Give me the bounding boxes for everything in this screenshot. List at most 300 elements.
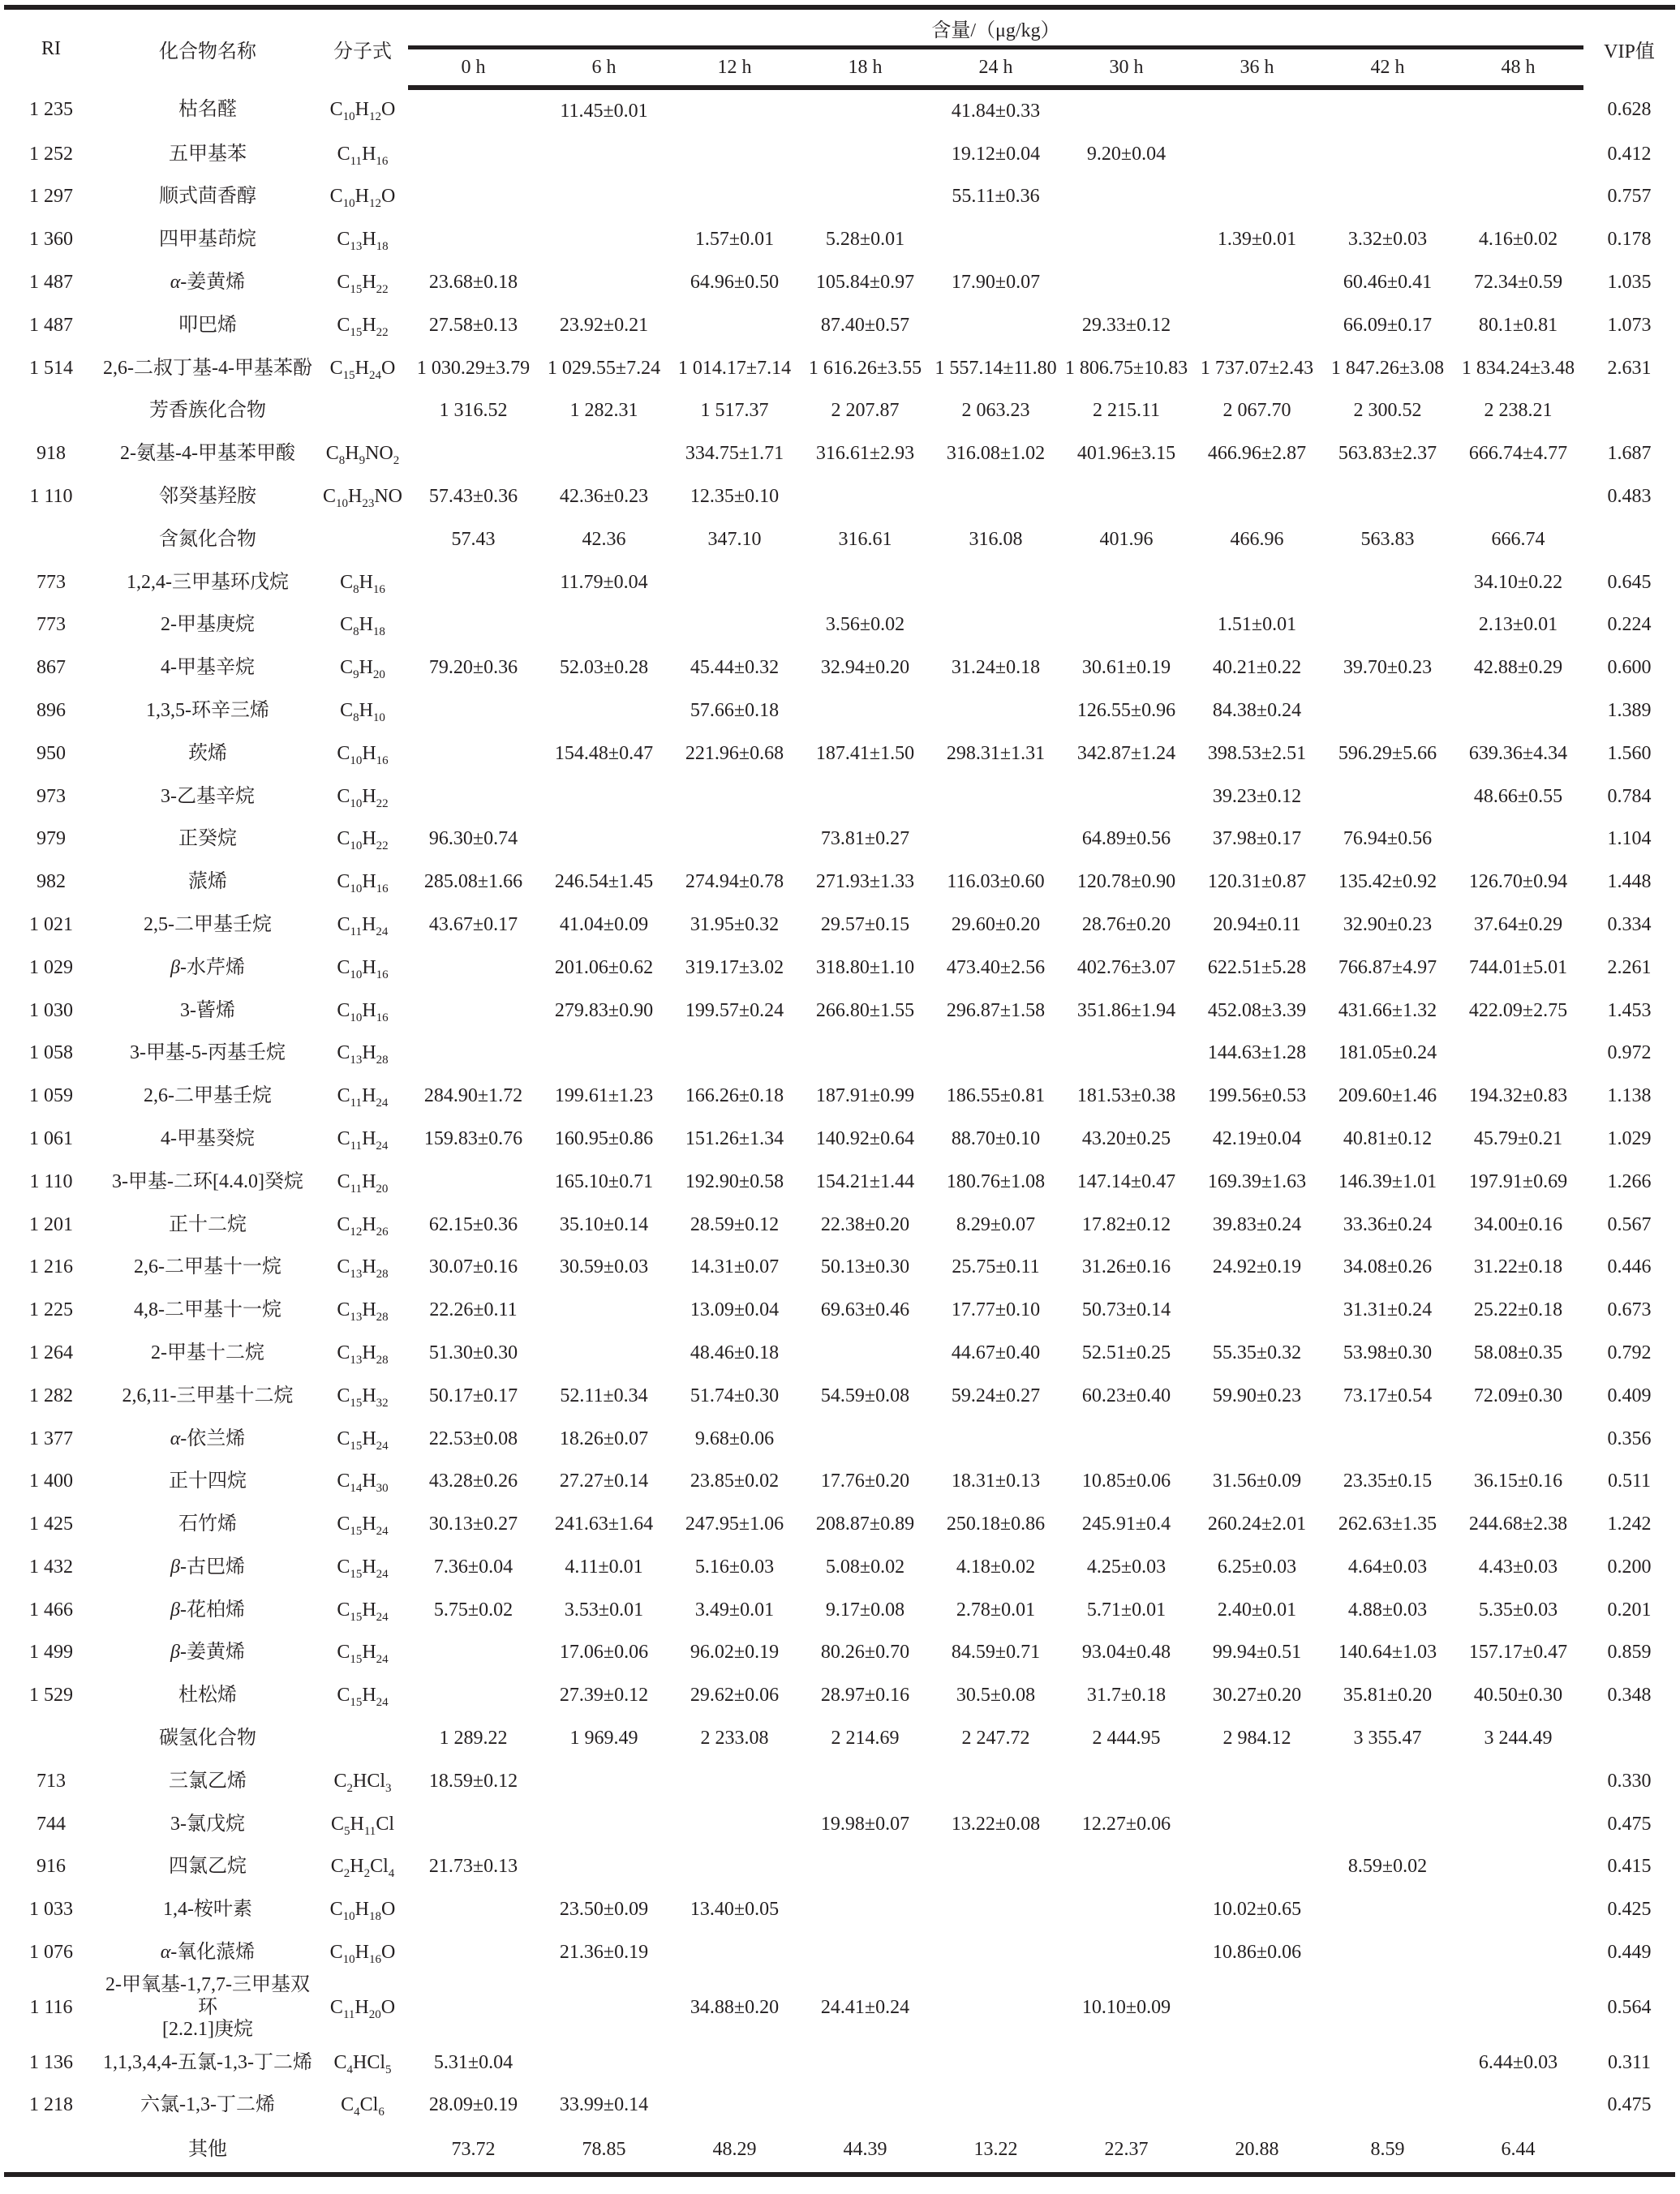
cell-vip: 1.448 [1607,871,1652,893]
cell-content-42h [1322,133,1453,176]
cell-content-30h [1061,218,1192,261]
cell-content-42h: 135.42±0.92 [1338,871,1437,893]
cell-content-48h: 5.35±0.03 [1478,1599,1558,1621]
compound-name [159,186,256,207]
compound-name-text: 2-甲基庚烷 [161,614,255,636]
formula-element: C [322,485,336,507]
cell-content-36h [1192,561,1322,604]
compound-name-text: 枯名醛 [178,99,237,121]
cell-content-42h [1322,1974,1453,2042]
cell-content-24h: 296.87±1.58 [946,999,1046,1021]
cell-vip: 0.628 [1607,99,1652,121]
formula-subscript: 15 [350,1696,363,1710]
cell-content-36h [1192,176,1322,219]
formula-subscript: 12 [369,110,381,124]
cell-vip: 0.449 [1607,1942,1652,1964]
table-row [4,1546,1675,1589]
cell-content-12h: 192.90±0.58 [685,1170,784,1192]
cell-content-24h [930,1931,1061,1974]
cell-content-24h: 4.18±0.02 [956,1556,1036,1578]
formula-element: C [337,1213,350,1235]
formula-element: H [362,1042,376,1064]
formula-subscript: 20 [372,668,385,682]
cell-content-48h [1453,1931,1583,1974]
formula-element: C [337,1428,350,1449]
cell-content-6h [539,261,669,304]
formula-element: C [337,871,350,893]
formula-subscript: 15 [350,1610,363,1624]
cell-compound-name [98,432,317,475]
cell-content-0h [408,1888,539,1931]
compound-name-text: -依兰烯 [180,1428,246,1449]
table-row [4,1674,1675,1717]
formula-element: Cl [376,1813,394,1835]
cell-content-42h: 146.39±1.01 [1338,1170,1437,1192]
cell-content-12h: 347.10 [707,528,762,550]
table-body [4,88,1675,2175]
cell-formula [317,2042,408,2085]
cell-content-18h: 3.56±0.02 [825,614,905,636]
cell-compound-name [98,1589,317,1632]
cell-content-42h: 431.66±1.32 [1338,999,1437,1021]
formula-subscript: 16 [369,1953,381,1967]
cell-content-18h: 318.80±1.10 [815,956,915,978]
cell-content-18h: 17.76±0.20 [820,1471,910,1492]
cell-content-36h: 39.83±0.24 [1212,1213,1302,1235]
formula-element: C [329,1996,343,2018]
cell-content-0h: 284.90±1.72 [423,1085,523,1107]
compound-name-text: 4-甲基辛烷 [161,657,255,679]
table-row [4,176,1675,219]
formula-element: C [340,657,354,679]
formula-element: H [362,1342,376,1363]
cell-content-18h: 208.87±0.89 [815,1513,915,1535]
formula-subscript: 9 [359,454,366,468]
cell-content-42h: 39.70±0.23 [1343,657,1433,679]
cell-content-12h: 166.26±0.18 [685,1085,784,1107]
compound-name-text: -水芹烯 [179,956,245,978]
compound-name [159,1728,256,1749]
cell-content-0h: 51.30±0.30 [428,1342,518,1363]
compound-name [178,99,237,120]
cell-content-6h: 199.61±1.23 [554,1085,654,1107]
cell-content-12h [669,1931,800,1974]
cell-content-36h: 2 067.70 [1222,400,1291,422]
cell-formula [317,475,408,518]
compound-name-text: 莰烯 [188,742,227,764]
formula-subscript: 24 [376,1097,389,1110]
formula-subscript: 16 [376,1011,389,1024]
cell-compound-name [98,176,317,219]
cell-ri: 773 [37,571,66,593]
cell-content-0h: 50.17±0.17 [428,1385,518,1406]
formula-subscript: 10 [336,496,348,510]
formula-element: C [337,271,350,293]
cell-compound-name [98,1674,317,1717]
cell-content-48h: 37.64±0.29 [1473,913,1563,935]
cell-ri: 896 [37,699,66,721]
table-row [4,561,1675,604]
formula-element: H [359,614,373,636]
cell-content-0h: 57.43±0.36 [428,485,518,507]
compound-name [161,1128,255,1149]
cell-content-42h: 76.94±0.56 [1343,828,1433,850]
cell-content-36h: 20.94±0.11 [1213,913,1301,935]
cell-content-30h [1061,475,1192,518]
formula-element: O [381,186,396,208]
formula-subscript: 2 [393,454,400,468]
cell-content-48h: 48.66±0.55 [1473,785,1563,807]
cell-ri: 1 252 [29,143,73,165]
cell-content-24h: 17.77±0.10 [951,1299,1041,1321]
formula-element: H [362,785,376,807]
cell-ri: 1 400 [29,1471,73,1492]
cell-content-30h [1061,1931,1192,1974]
cell-vip: 1.035 [1607,271,1652,293]
cell-content-24h: 88.70±0.10 [951,1127,1041,1149]
cell-content-24h: 17.90±0.07 [951,271,1041,293]
formula-element: C [337,742,350,764]
compound-name-text: 2,6-二叔丁基-4-甲基苯酚 [103,357,312,379]
cell-vip: 1.560 [1607,742,1652,764]
formula-element: H [362,229,376,251]
formula-subscript: 4 [354,2106,360,2119]
cell-ri: 973 [37,785,66,807]
formula-element: H [362,956,376,978]
formula-subscript: 10 [372,711,385,724]
cell-content-18h: 187.41±1.50 [815,742,915,764]
formula-subscript: 28 [376,1268,389,1282]
cell-content-36h: 40.21±0.22 [1212,657,1302,679]
cell-content-30h: 351.86±1.94 [1076,999,1176,1021]
cell-formula [317,1418,408,1461]
compound-name [146,700,269,721]
cell-content-36h [1192,475,1322,518]
cell-compound-name [98,475,317,518]
cell-content-30h [1061,1846,1192,1889]
cell-content-30h: 2 444.95 [1092,1728,1161,1750]
cell-content-48h: 4.16±0.02 [1478,229,1558,251]
formula-subscript: 13 [350,1353,363,1367]
cell-content-0h [408,1033,539,1076]
cell-compound-name [98,904,317,947]
cell-ri: 1 225 [29,1299,73,1321]
cell-formula [317,904,408,947]
cell-content-18h [800,1418,930,1461]
cell-content-0h: 285.08±1.66 [423,871,523,893]
cell-ri: 1 076 [29,1942,73,1964]
cell-vip: 0.201 [1607,1599,1652,1621]
cell-content-0h [408,604,539,647]
cell-vip: 1.104 [1607,828,1652,850]
cell-content-24h: 186.55±0.81 [946,1085,1046,1107]
cell-content-30h [1061,2042,1192,2085]
compound-name-text: 杜松烯 [178,1685,237,1707]
cell-formula [317,1931,408,1974]
cell-content-48h: 36.15±0.16 [1473,1471,1563,1492]
compound-name-text: 1,4-桉叶素 [163,1899,252,1921]
cell-vip: 0.564 [1607,1996,1652,2018]
cell-content-30h [1061,2085,1192,2127]
cell-content-0h [408,775,539,818]
cell-ri: 979 [37,828,66,850]
cell-content-42h [1322,1888,1453,1931]
formula-element: C [333,1770,347,1792]
cell-content-48h: 2 238.21 [1484,400,1553,422]
cell-content-30h: 9.20±0.04 [1086,143,1167,165]
cell-compound-name [98,1033,317,1076]
cell-content-6h: 23.50±0.09 [559,1899,649,1921]
compound-name [161,786,255,807]
cell-content-48h: 6.44±0.03 [1478,2051,1558,2073]
cell-content-18h: 9.17±0.08 [825,1599,905,1621]
compound-name-text: 1,2,4-三甲基环戊烷 [127,571,289,593]
cell-content-30h: 29.33±0.12 [1081,314,1171,336]
cell-formula [317,1803,408,1846]
compound-name [159,486,256,507]
cell-content-18h [800,2085,930,2127]
cell-content-0h [408,947,539,990]
cell-ri: 713 [37,1770,66,1792]
cell-ri [4,390,98,433]
cell-formula [317,561,408,604]
cell-vip: 0.645 [1607,571,1652,593]
cell-content-6h: 160.95±0.86 [554,1127,654,1149]
cell-content-6h: 41.04±0.09 [559,913,649,935]
cell-content-18h: 54.59±0.08 [820,1385,910,1406]
cell-content-36h: 1.39±0.01 [1217,229,1297,251]
cell-content-24h: 2 247.72 [961,1728,1030,1750]
cell-compound-name [98,689,317,732]
formula-subscript: 10 [350,796,363,810]
cell-compound-name [98,1289,317,1332]
cell-content-30h: 12.27±0.06 [1081,1813,1171,1835]
cell-formula [317,1247,408,1290]
formula-element: C [337,1342,350,1363]
cell-formula [317,1375,408,1418]
cell-content-12h: 3.49±0.01 [694,1599,775,1621]
formula-element: C [337,1042,350,1064]
cell-compound-name [98,347,317,390]
cell-content-24h: 13.22±0.08 [951,1813,1041,1835]
cell-content-0h [408,1803,539,1846]
formula-subscript: 13 [350,1054,363,1067]
cell-formula [317,176,408,219]
cell-content-36h: 37.98±0.17 [1212,828,1302,850]
compound-name-text: 三氯乙烯 [169,1770,247,1792]
table-row [4,947,1675,990]
cell-content-12h: 14.31±0.07 [690,1256,780,1278]
cell-ri: 1 218 [29,2094,73,2116]
compound-name [188,743,227,764]
compound-name-text-line2: [2.2.1]庚烷 [162,2019,253,2041]
cell-content-48h: 244.68±2.38 [1468,1513,1568,1535]
formula-element: C [340,699,354,721]
table-row [4,1632,1675,1675]
cell-content-12h [669,604,800,647]
cell-content-0h [408,176,539,219]
cell-compound-name [98,1118,317,1161]
formula-subscript: 3 [385,1781,392,1795]
formula-subscript: 24 [376,1696,389,1710]
cell-content-18h: 5.28±0.01 [825,229,905,251]
formula-subscript: 8 [353,711,359,724]
compound-name-text: 3-甲基-二环[4.4.0]癸烷 [112,1170,303,1192]
compound-name-text: 顺式茴香醇 [159,186,256,208]
subtotal-row [4,2127,1675,2175]
table-row [4,1375,1675,1418]
cell-content-24h [930,475,1061,518]
cell-content-48h [1453,1760,1583,1803]
cell-content-0h: 21.73±0.13 [428,1856,518,1878]
cell-content-24h: 116.03±0.60 [947,871,1045,893]
formula-element: C [337,1385,350,1406]
cell-content-0h: 159.83±0.76 [423,1127,523,1149]
cell-content-24h: 298.31±1.31 [946,742,1046,764]
header-time-42h: 42 h [1322,48,1453,88]
cell-content-30h: 342.87±1.24 [1076,742,1176,764]
formula-element: H [362,913,376,935]
formula-element: C [337,1299,350,1321]
cell-content-42h: 60.46±0.41 [1343,271,1433,293]
formula-element: H [362,828,376,850]
cell-compound-name [98,1418,317,1461]
formula-element: H [362,1428,376,1449]
cell-content-0h [408,689,539,732]
table-row [4,88,1675,133]
cell-vip: 0.415 [1607,1856,1652,1878]
cell-content-30h [1061,561,1192,604]
cell-content-30h: 60.23±0.40 [1081,1385,1171,1406]
cell-vip: 1.073 [1607,314,1652,336]
cell-ri: 1 264 [29,1342,73,1363]
cell-content-30h [1061,88,1192,133]
formula-subscript: 18 [372,625,385,639]
cell-compound-name [98,818,317,861]
cell-compound-name [98,261,317,304]
table-row [4,861,1675,904]
formula-element: H [362,271,376,293]
formula-subscript: 24 [376,1525,389,1539]
cell-content-12h: 28.59±0.12 [690,1213,780,1235]
compound-name-text: 2-甲基十二烷 [151,1342,264,1363]
formula-element: C [331,1813,345,1835]
cell-vip: 1.242 [1607,1513,1652,1535]
compound-name-text: 邻癸基羟胺 [159,485,256,507]
formula-element: C [329,1899,343,1921]
table-row [4,133,1675,176]
cell-formula [317,88,408,133]
cell-content-48h: 1 834.24±3.48 [1461,357,1575,379]
cell-content-12h [669,1803,800,1846]
formula-subscript: 10 [350,839,363,853]
formula-subscript: 2 [346,1781,353,1795]
formula-subscript: 15 [350,1439,363,1453]
cell-content-36h [1192,304,1322,347]
cell-content-24h: 473.40±2.56 [946,956,1046,978]
table-row [4,1461,1675,1504]
formula-subscript: 2 [363,1867,371,1881]
cell-content-36h [1192,2042,1322,2085]
cell-content-48h: 666.74±4.77 [1468,443,1568,465]
formula-element: NO [374,485,403,507]
cell-content-18h: 87.40±0.57 [820,314,910,336]
cell-content-48h: 42.88±0.29 [1473,657,1563,679]
cell-ri: 1 499 [29,1642,73,1664]
cell-compound-name [98,2127,317,2175]
formula-element: H [362,1513,376,1535]
cell-content-48h: 34.10±0.22 [1473,571,1563,593]
cell-content-18h: 29.57±0.15 [820,913,910,935]
cell-content-12h: 274.94±0.78 [685,871,784,893]
cell-content-12h [669,775,800,818]
cell-content-24h [930,689,1061,732]
compound-name-text: 3-乙基辛烷 [161,785,255,807]
table-row [4,1289,1675,1332]
cell-compound-name [98,1846,317,1889]
cell-content-24h [930,1418,1061,1461]
formula-subscript: 24 [376,925,389,938]
cell-vip: 0.412 [1607,143,1652,165]
formula-subscript: 10 [342,197,355,211]
cell-content-30h: 64.89±0.56 [1081,828,1171,850]
cell-content-36h: 10.86±0.06 [1212,1942,1302,1964]
cell-content-6h: 1 029.55±7.24 [547,357,661,379]
cell-vip: 0.311 [1607,2051,1652,2073]
cell-content-18h: 50.13±0.30 [820,1256,910,1278]
formula-subscript: 13 [350,1268,363,1282]
formula-element: C [325,443,339,465]
formula-subscript: 8 [353,582,359,596]
formula-element: C [337,143,350,165]
cell-content-30h: 31.7±0.18 [1086,1685,1167,1707]
cell-content-12h: 199.57±0.24 [685,999,784,1021]
cell-content-36h [1192,261,1322,304]
cell-formula [317,1503,408,1546]
formula-subscript: 10 [342,110,355,124]
formula-subscript: 11 [350,154,363,168]
cell-content-6h: 4.11±0.01 [565,1556,643,1578]
formula-subscript: 15 [350,1567,363,1581]
cell-content-48h [1453,1033,1583,1076]
formula-element: C [337,785,350,807]
cell-ri: 773 [37,614,66,636]
cell-content-30h [1061,775,1192,818]
cell-content-0h [408,990,539,1033]
cell-content-42h: 140.64±1.03 [1338,1642,1437,1664]
cell-content-36h: 452.08±3.39 [1207,999,1307,1021]
compound-name [170,1814,245,1835]
cell-compound-name [98,1461,317,1504]
cell-formula [317,1717,408,1760]
cell-vip [1583,1717,1675,1760]
compound-name-text: 2-甲氧基-1,7,7-三甲基双环 [105,1974,310,2018]
cell-content-30h: 401.96 [1099,528,1154,550]
formula-element: H [350,1813,364,1835]
cell-ri: 1 059 [29,1085,73,1107]
cell-content-6h: 42.36 [582,528,626,550]
greek-prefix: α [160,1942,171,1964]
header-time-30h: 30 h [1061,48,1192,88]
cell-content-42h [1322,1760,1453,1803]
table-row [4,1931,1675,1974]
table-row [4,689,1675,732]
compound-name [159,529,256,550]
formula-element: H [362,1685,376,1707]
cell-vip: 1.029 [1607,1127,1652,1149]
cell-content-12h [669,1760,800,1803]
cell-content-12h: 1 014.17±7.14 [677,357,792,379]
